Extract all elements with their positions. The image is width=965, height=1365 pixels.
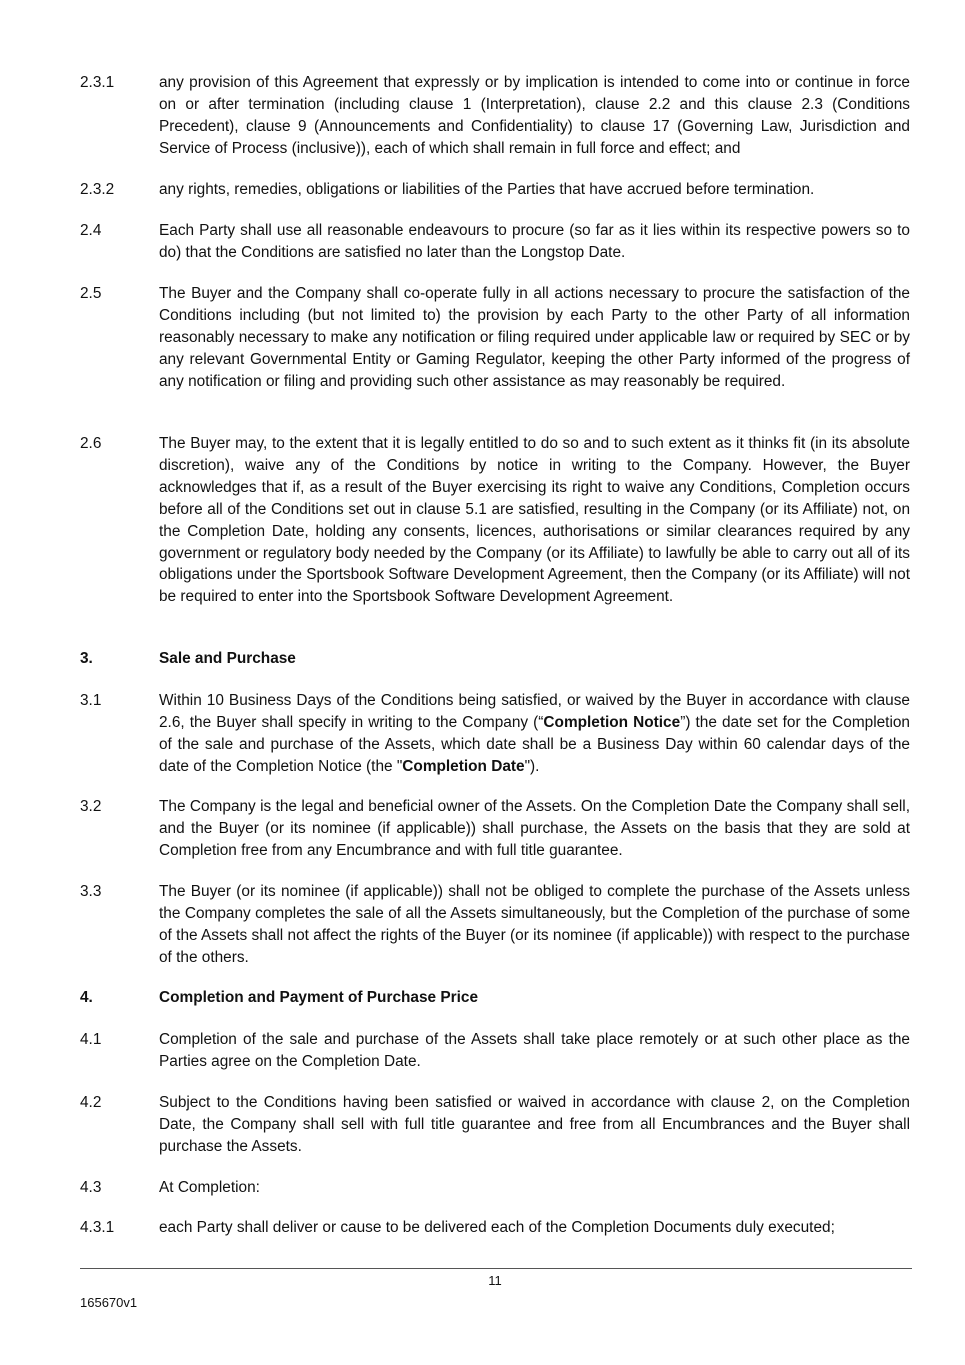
clause-3-3 <box>80 881 910 969</box>
clause-text: The Buyer (or its nominee (if applicable)) shall not be obliged to complete the purchase of the Assets unless the Company completes the sale of all the Assets simultaneously, but the Completion of the purchase of some of the Assets shall not affect the rights of the Buyer (or its nominee (if applicable)) with respect to the purchase of the others. <box>159 883 910 966</box>
clause-text: each Party shall deliver or cause to be delivered each of the Completion Documents duly executed; <box>159 1219 835 1236</box>
clause-text <box>159 690 910 778</box>
clause-number: 2.5 <box>80 285 102 302</box>
clause-number: 2.3.1 <box>80 74 115 91</box>
document-reference: 165670v1 <box>80 1295 138 1310</box>
clause-text: Each Party shall use all reasonable endeavours to procure (so far as it lies within its respective powers so to do) that the Conditions are satisfied no later than the Longstop Date. <box>159 222 910 261</box>
section-title: Completion and Payment of Purchase Price <box>159 989 479 1006</box>
clause-text: Completion of the sale and purchase of the Assets shall take place remotely or at such other place as the Parties agree on the Completion Date. <box>159 1031 910 1070</box>
clause-number: 3.1 <box>80 692 102 709</box>
clause-4-3 <box>80 1177 910 1199</box>
section-title: Sale and Purchase <box>159 650 296 667</box>
clause-text: At Completion: <box>159 1179 260 1196</box>
clause-text: any rights, remedies, obligations or liabilities of the Parties that have accrued before termination. <box>159 181 815 198</box>
page-number: 11 <box>488 1273 502 1288</box>
clause-text: Subject to the Conditions having been satisfied or waived in accordance with clause 2, on the Completion Date, the Company shall sell with full title guarantee and free from all Encumbrances and the Buyer shall purchase the Assets. <box>159 1094 910 1155</box>
clause-number: 4.3.1 <box>80 1219 115 1236</box>
clause-2-3-1 <box>80 72 910 160</box>
clause-2-3-2 <box>80 179 910 201</box>
clause-number: 2.3.2 <box>80 181 115 198</box>
clause-3-2 <box>80 796 910 862</box>
clause-text-part: ”) the date set for the Completion of the sale and purchase of the Assets, which date shall be a Business Day within 60 calendar days of the date of the Completion Notice (the " <box>159 713 910 775</box>
section-number: 3. <box>80 650 93 667</box>
clause-number: 3.2 <box>80 798 102 815</box>
clause-4-3-1 <box>80 1217 910 1239</box>
clause-number: 2.4 <box>80 222 102 239</box>
clause-2-4 <box>80 220 910 264</box>
clause-4-1 <box>80 1029 910 1073</box>
clause-text: The Buyer and the Company shall co-operate fully in all actions necessary to procure the satisfaction of the Conditions including (but not limited to) the provision by each Party to the other Party of all information reasonably necessary to make any notification or filing required under applicable law or required by SEC or by any relevant Governmental Entity or Gaming Regulator, keeping the other Party informed of the progress of any notification or filing and providing such other assistance as may reasonably be required. <box>159 285 910 390</box>
section-heading-4 <box>80 987 910 1009</box>
clause-text: The Buyer may, to the extent that it is legally entitled to do so and to such extent as it thinks fit (in its absolute discretion), waive any of the Conditions by notice in writing to the Company. However, the Buyer acknowledges that if, as a result of the Buyer exercising its right to waive any Conditions, Completion occurs before all of the Conditions set out in clause 5.1 are satisfied, resulting in the Company (or its Affiliate) not, on the Completion Date, holding any consents, licences, authorisations or similar clearances required by any government or regulatory body needed by the Company (or its Affiliate) to lawfully be able to carry out all of its obligations under the Sportsbook Software Development Agreement, then the Company (or its Affiliate) will not be required to enter into the Sportsbook Software Development Agreement. <box>159 435 910 606</box>
footer-divider <box>80 1268 912 1269</box>
clause-3-1 <box>80 690 910 778</box>
section-heading-3 <box>80 648 910 670</box>
clause-number: 4.3 <box>80 1179 102 1196</box>
clause-2-5 <box>80 283 910 393</box>
defined-term-completion-date: Completion Date <box>402 757 525 775</box>
clause-number: 3.3 <box>80 883 102 900</box>
clause-number: 4.1 <box>80 1031 102 1048</box>
clause-2-6 <box>80 433 910 608</box>
section-number: 4. <box>80 989 93 1006</box>
clause-text: The Company is the legal and beneficial owner of the Assets. On the Completion Date the Company shall sell, and the Buyer (or its nominee (if applicable)) shall purchase, the Assets on the basis that they are sold at Completion free from any Encumbrance and with full title guarantee. <box>159 798 910 859</box>
clause-text-part: "). <box>524 757 540 775</box>
clause-4-2 <box>80 1092 910 1158</box>
clause-number: 2.6 <box>80 435 102 452</box>
clause-text: any provision of this Agreement that expressly or by implication is intended to come into or continue in force on or after termination (including clause 1 (Interpretation), clause 2.2 and this clause 2.3 (Conditions Precedent), clause 9 (Announcements and Confidentiality) to clause 17 (Governing Law, Jurisdiction and Service of Process (inclusive)), each of which shall remain in full force and effect; and <box>159 74 910 157</box>
clause-text-part: Within 10 Business Days of the Conditions being satisfied, or waived by the Buyer in accordance with clause 2.6, the Buyer shall specify in writing to the Company (“ <box>159 692 910 731</box>
defined-term-completion-notice: Completion Notice <box>543 713 681 731</box>
clause-number: 4.2 <box>80 1094 102 1111</box>
